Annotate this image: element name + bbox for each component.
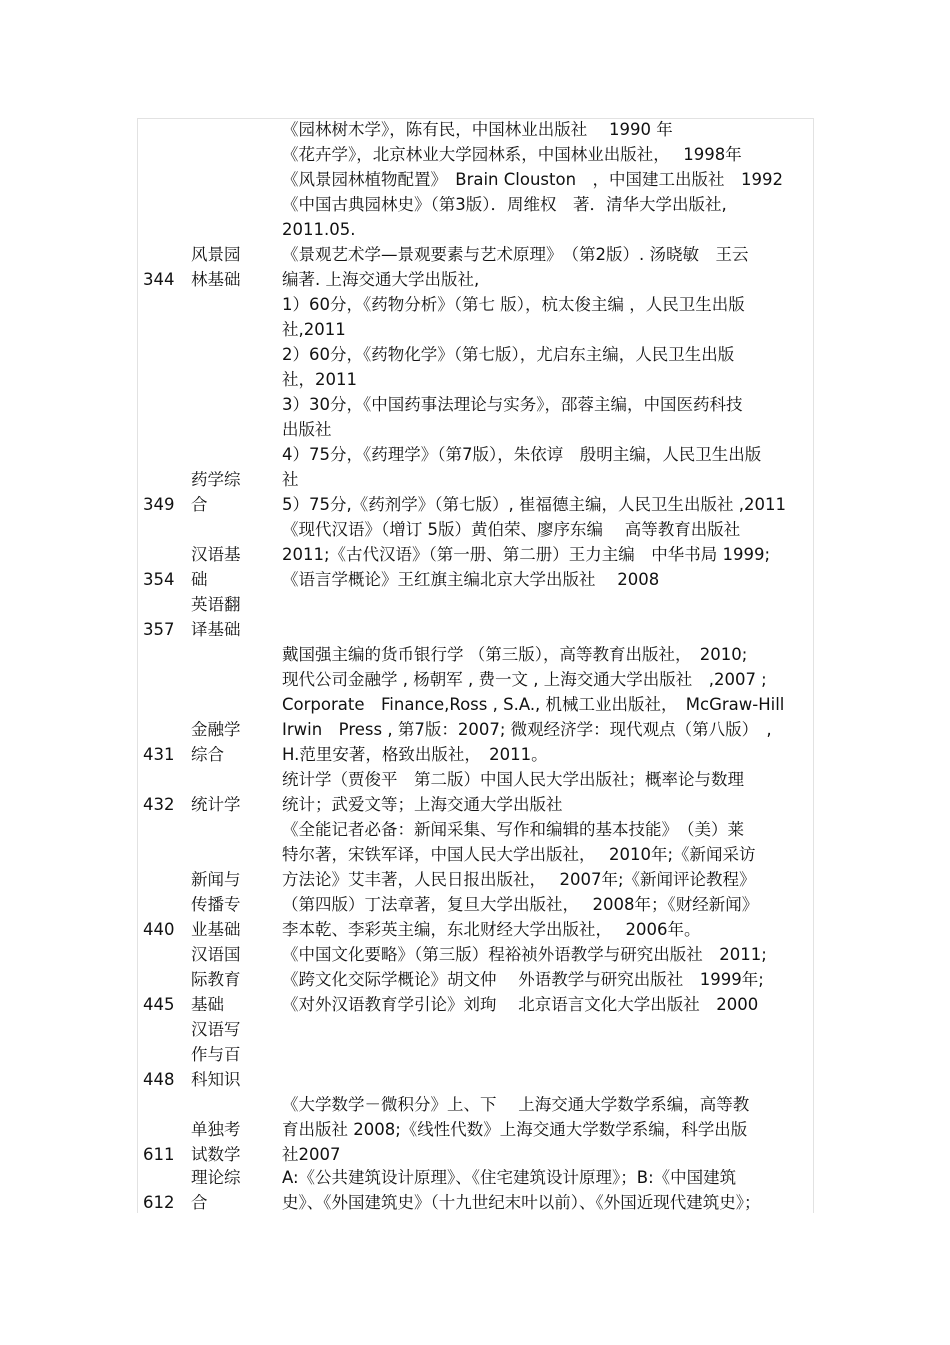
reference-line: 社2007: [282, 1145, 341, 1164]
reference-line: 特尔著，宋铁军译，中国人民大学出版社， 2010年;《新闻采访: [282, 845, 756, 864]
subject-code: 357: [143, 620, 175, 639]
reference-line: 2）60分，《药物化学》（第七版），尤启东主编，人民卫生出版: [282, 345, 735, 364]
subject-name: 英语翻 译基础: [191, 595, 241, 639]
subject-name: 汉语写 作与百 科知识: [191, 1020, 241, 1089]
reference-line: 2011;《古代汉语》（第一册、第二册）王力主编 中华书局 1999;: [282, 545, 771, 564]
subject-name: 药学综 合: [191, 470, 241, 514]
reference-line: 统计；武爱文等；上海交通大学出版社: [282, 795, 563, 814]
reference-text: [282, 767, 806, 817]
reference-line: 《语言学概论》王红旗主编北京大学出版社 2008: [282, 570, 660, 589]
reference-line: 史》、《外国建筑史》（十九世纪末叶以前）、《外国近现代建筑史》；: [282, 1193, 761, 1212]
reference-line: （第四版）丁法章著，复旦大学出版社， 2008年；《财经新闻》: [282, 895, 759, 914]
reference-line: 3）30分，《中国药事法理论与实务》，邵蓉主编，中国医药科技: [282, 395, 743, 414]
reference-line: 《风景园林植物配置》 Brain Clouston ，中国建工出版社 1992: [282, 170, 784, 189]
reference-line: 方法论》艾丰著，人民日报出版社， 2007年;《新闻评论教程》: [282, 870, 756, 889]
reference-line: Corporate Finance,Ross , S.A., 机械工业出版社， McGraw-Hill: [282, 695, 785, 714]
subject-code: 445: [143, 995, 175, 1014]
subject-name: 单独考 试数学: [191, 1120, 241, 1164]
reference-line: 社: [282, 470, 299, 489]
reference-line: 社,2011: [282, 320, 346, 339]
reference-line: 5）75分,《药剂学》（第七版）, 崔福德主编，人民卫生出版社 ,2011: [282, 495, 786, 514]
reference-line: 社，2011: [282, 370, 357, 389]
reference-text: [282, 642, 806, 767]
reference-line: 《跨文化交际学概论》胡文仲 外语教学与研究出版社 1999年;: [282, 970, 764, 989]
reference-line: 统计学（贾俊平 第二版）中国人民大学出版社；概率论与数理: [282, 770, 744, 789]
subject-code: 612: [143, 1193, 175, 1212]
subject-name: 新闻与 传播专 业基础: [191, 870, 241, 939]
reference-text: [282, 242, 806, 292]
reference-line: 育出版社 2008;《线性代数》上海交通大学数学系编，科学出版: [282, 1120, 748, 1139]
reference-text: [282, 817, 806, 942]
reference-line: A:《公共建筑设计原理》、《住宅建筑设计原理》；B:《中国建筑: [282, 1168, 737, 1187]
reference-line: 《中国文化要略》（第三版）程裕祯外语教学与研究出版社 2011;: [282, 945, 767, 964]
subject-code: 440: [143, 920, 175, 939]
reference-line: 出版社: [282, 420, 332, 439]
reference-text: [282, 1092, 806, 1167]
subject-code: 611: [143, 1145, 175, 1164]
subject-code: 448: [143, 1070, 175, 1089]
reference-line: H.范里安著，格致出版社， 2011。: [282, 745, 548, 764]
subject-code: 432: [143, 795, 175, 814]
reference-line: 4）75分，《药理学》（第7版），朱依谆 殷明主编，人民卫生出版: [282, 445, 762, 464]
subject-name: 金融学 综合: [191, 720, 241, 764]
reference-line: 《花卉学》，北京林业大学园林系，中国林业出版社， 1998年: [282, 145, 742, 164]
reference-line: 《园林树木学》，陈有民，中国林业出版社 1990 年: [282, 120, 673, 139]
subject-code: 431: [143, 745, 175, 764]
reference-line: 《大学数学－微积分》上、下 上海交通大学数学系编，高等教: [282, 1095, 750, 1114]
reference-text: [282, 117, 806, 242]
reference-text: [282, 942, 806, 1017]
reference-line: 《中国古典园林史》（第3版）．周维权 著．清华大学出版社,: [282, 195, 727, 214]
reference-line: 《全能记者必备：新闻采集、写作和编辑的基本技能》 （美）莱: [282, 820, 744, 839]
subject-code: 354: [143, 570, 175, 589]
subject-name: 统计学: [191, 795, 241, 814]
reference-line: 2011.05.: [282, 220, 356, 239]
reference-line: 李本乾、李彩英主编，东北财经大学出版社， 2006年。: [282, 920, 701, 939]
subject-name: 风景园 林基础: [191, 245, 241, 289]
reference-line: 戴国强主编的货币银行学 （第三版），高等教育出版社， 2010;: [282, 645, 748, 664]
reference-line: 《对外汉语教育学引论》刘珣 北京语言文化大学出版社 2000: [282, 995, 759, 1014]
reference-line: 现代公司金融学 , 杨朝军 , 费一文 , 上海交通大学出版社 ,2007 ;: [282, 670, 767, 689]
subject-name: 汉语国 际教育 基础: [191, 945, 241, 1014]
reference-text: [282, 292, 806, 517]
reference-line: Irwin Press , 第7版：2007; 微观经济学：现代观点（第八版） ,: [282, 720, 772, 739]
reference-line: 1）60分，《药物分析》（第七 版），杭太俊主编 ，人民卫生出版: [282, 295, 745, 314]
subject-code: 344: [143, 270, 175, 289]
reference-line: 编著. 上海交通大学出版社,: [282, 270, 480, 289]
subject-code: 349: [143, 495, 175, 514]
reference-line: 《现代汉语》（增订 5版）黄伯荣、廖序东编 高等教育出版社: [282, 520, 741, 539]
reference-line: 《景观艺术学—景观要素与艺术原理》 （第2版）. 汤晓敏 王云: [282, 245, 749, 264]
subject-name: 理论综 合: [191, 1168, 241, 1212]
subject-name: 汉语基 础: [191, 545, 241, 589]
reference-text: [282, 1165, 806, 1215]
reference-text: [282, 517, 806, 592]
